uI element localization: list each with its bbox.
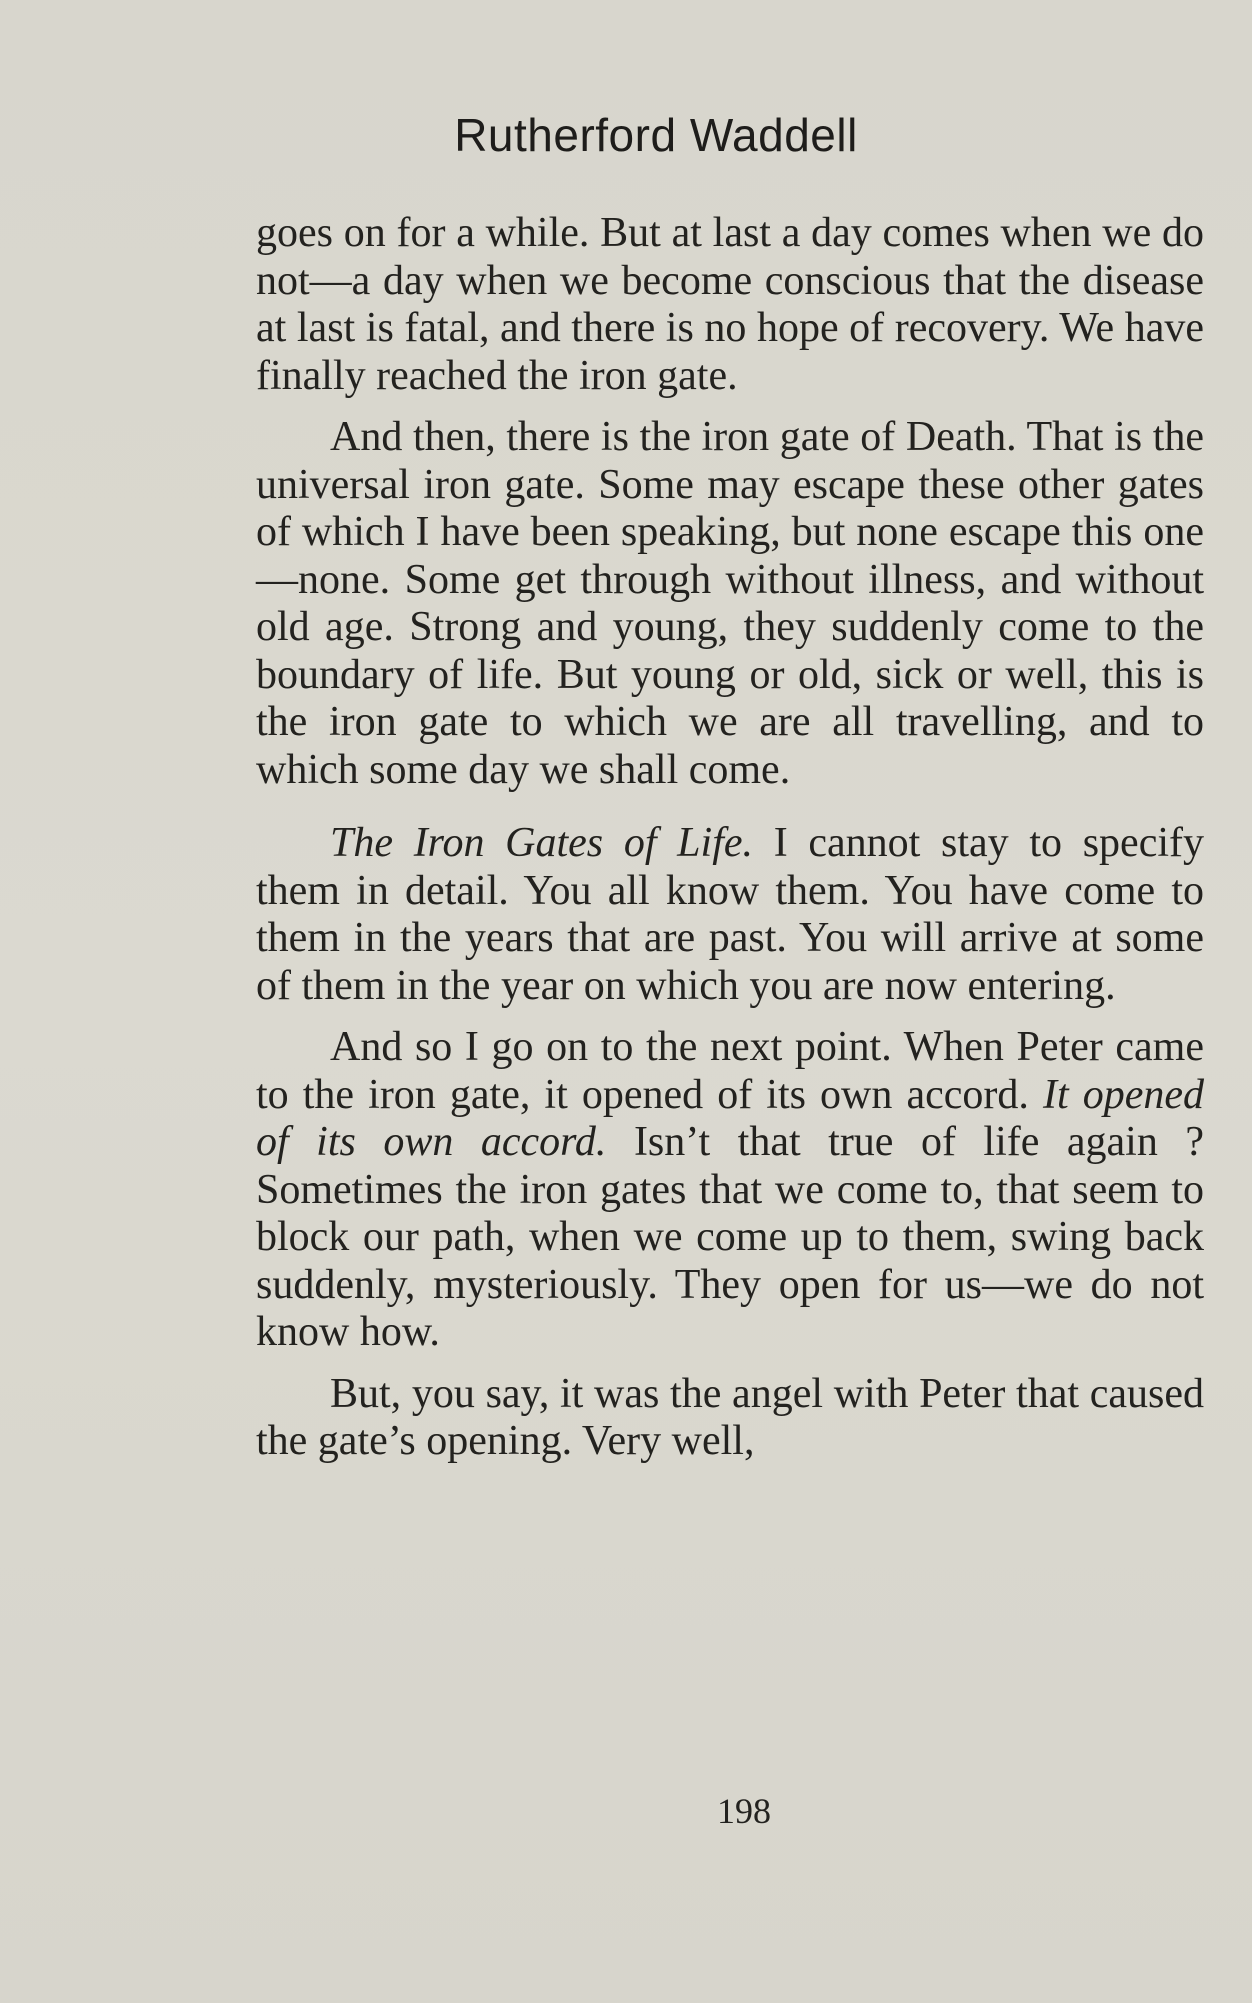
paragraph-2: And then, there is the iron gate of Death. That is the universal iron gate. Some may escape these other gates of which I have been speaking, but none escape this one—none. Some get through without illness, and without old age. Strong and young, they suddenly come to the boundary of life. But young or old, sick or well, this is the iron gate to which we are all travelling, and to which some day we shall come.	[256, 414, 1204, 793]
paragraph-1: goes on for a while. But at last a day comes when we do not—a day when we become conscious that the disease at last is fatal, and there is no hope of recovery. We have finally reached the iron gate.	[256, 210, 1204, 399]
paragraph-3-text: I cannot stay to specify them in detail. You all know them. You have come to them in the years that are past. You will arrive at some of them in the year on which you are now entering.	[256, 820, 1204, 1009]
paragraph-4	[256, 1024, 1204, 1357]
running-head: Rutherford Waddell	[454, 109, 858, 161]
paragraph-4-italic-phrase: It opened of its own accord.	[256, 1071, 1204, 1165]
paragraph-3	[256, 820, 1204, 1010]
paragraph-4-text-rest: Isn’t that true of life again ? Sometimes the iron gates that we come to, that seem to block our path, when we come up to them, swing back suddenly, mysteriously. They open for us—we do not know how.	[256, 1119, 1204, 1355]
paragraph-3-italic-heading: The Iron Gates of Life.	[330, 820, 754, 866]
paragraph-5: But, you say, it was the angel with Peter that caused the gate’s opening. Very well,	[256, 1370, 1204, 1464]
body-text	[256, 210, 1204, 1466]
page-number: 198	[717, 1791, 771, 1831]
paragraph-4-text-start: And so I go on to the next point. When Peter came to the iron gate, it opened of its own accord.	[256, 1024, 1204, 1118]
